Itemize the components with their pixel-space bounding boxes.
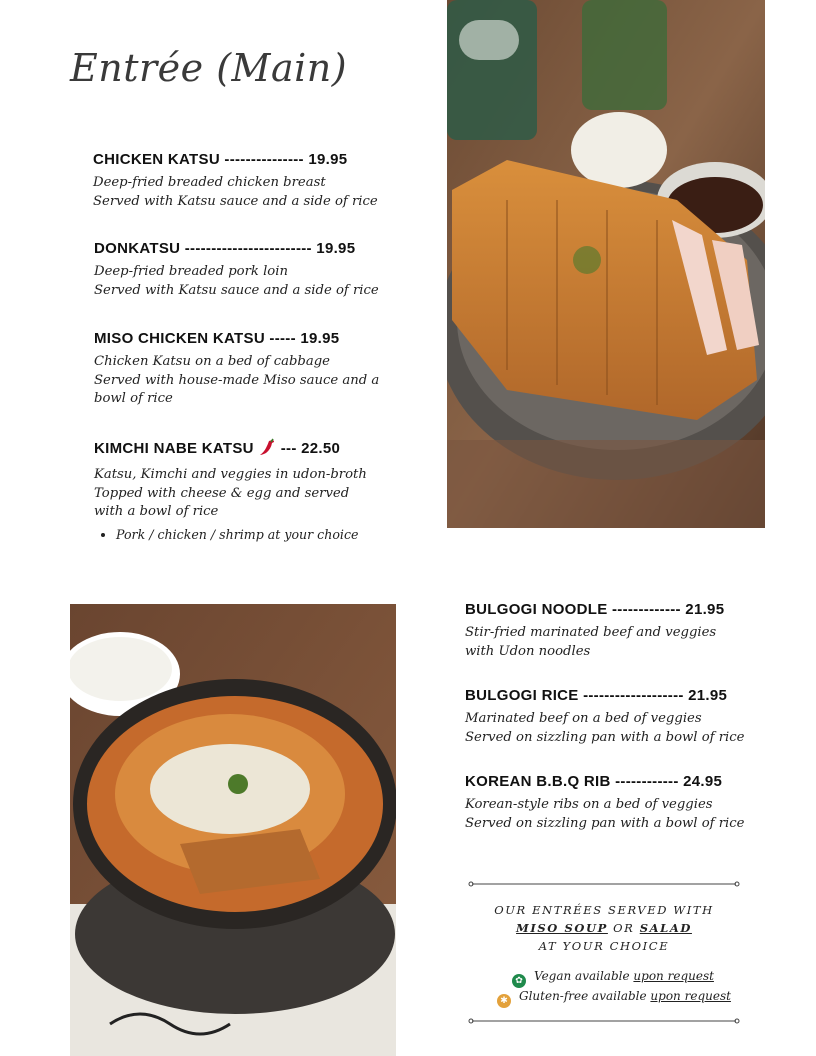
miso-soup-label: MISO SOUP — [516, 921, 608, 935]
or-label: OR — [613, 921, 635, 935]
item-title: KOREAN B.B.Q RIB ------------ 24.95 — [465, 773, 723, 790]
options-list — [94, 526, 384, 544]
item-desc-line: Deep-fried breaded chicken breast — [93, 175, 326, 190]
item-desc-line: Korean-style ribs on a bed of veggies — [465, 797, 713, 812]
vegan-note — [512, 969, 714, 988]
item-title-text: KIMCHI NABE KATSU — [94, 440, 254, 457]
divider-bottom — [468, 1017, 740, 1025]
item-title — [94, 438, 384, 460]
chili-pepper-icon — [258, 438, 276, 460]
menu-item-bulgogi-noodle — [465, 601, 755, 661]
served-line-3: AT YOUR CHOICE — [538, 939, 670, 953]
page-title: Entrée (Main) — [70, 46, 348, 90]
item-desc-line: with a bowl of rice — [94, 504, 219, 519]
menu-item-korean-bbq-rib — [465, 773, 755, 833]
item-desc-line: with Udon noodles — [465, 643, 591, 659]
gluten-free-note — [497, 989, 731, 1008]
served-line-2 — [465, 919, 743, 937]
item-title: BULGOGI RICE ------------------- 21.95 — [465, 687, 728, 704]
item-desc-line: Deep-fried breaded pork loin — [94, 264, 288, 279]
item-title: CHICKEN KATSU --------------- 19.95 — [93, 151, 348, 168]
item-desc-line: Stir-fried marinated beef and veggies — [465, 625, 717, 640]
vegan-request-link: upon request — [633, 969, 714, 983]
vegan-text: Vegan available — [534, 969, 630, 983]
item-desc-line: bowl of rice — [94, 391, 173, 406]
vegan-leaf-icon: ✿ — [512, 974, 526, 988]
served-with-note — [465, 901, 743, 955]
item-title: MISO CHICKEN KATSU ----- 19.95 — [94, 330, 340, 347]
item-title: BULGOGI NOODLE ------------- 21.95 — [465, 601, 725, 618]
item-price: --- 22.50 — [280, 440, 341, 457]
kimchi-nabe-photo — [70, 604, 396, 1056]
item-desc-line: Served on sizzling pan with a bowl of rice — [465, 729, 745, 745]
gluten-request-link: upon request — [650, 989, 731, 1003]
gluten-text: Gluten-free available — [519, 989, 647, 1003]
menu-item-bulgogi-rice — [465, 687, 755, 747]
served-line-1: OUR ENTRÉES SERVED WITH — [494, 903, 714, 917]
item-desc-line: Served with house-made Miso sauce and a — [94, 372, 380, 388]
item-desc-line: Served with Katsu sauce and a side of rice — [93, 193, 378, 209]
item-desc-line: Katsu, Kimchi and veggies in udon-broth — [94, 467, 367, 482]
gluten-free-wheat-icon: ✱ — [497, 994, 511, 1008]
option-item: • Pork / chicken / shrimp at your choice — [116, 526, 384, 544]
item-desc-line: Topped with cheese & egg and served — [94, 485, 350, 501]
menu-item-donkatsu — [94, 240, 384, 300]
divider-top — [468, 880, 740, 888]
item-title: DONKATSU ------------------------ 19.95 — [94, 240, 356, 257]
item-desc-line: Chicken Katsu on a bed of cabbage — [94, 354, 330, 369]
item-desc-line: Served with Katsu sauce and a side of rice — [94, 282, 379, 298]
item-desc-line: Served on sizzling pan with a bowl of rice — [465, 815, 745, 831]
katsu-photo — [447, 0, 765, 528]
salad-label: SALAD — [639, 921, 692, 935]
menu-item-chicken-katsu — [93, 151, 383, 211]
menu-item-miso-chicken-katsu — [94, 330, 384, 409]
menu-item-kimchi-nabe-katsu — [94, 438, 384, 544]
item-desc-line: Marinated beef on a bed of veggies — [465, 711, 702, 726]
